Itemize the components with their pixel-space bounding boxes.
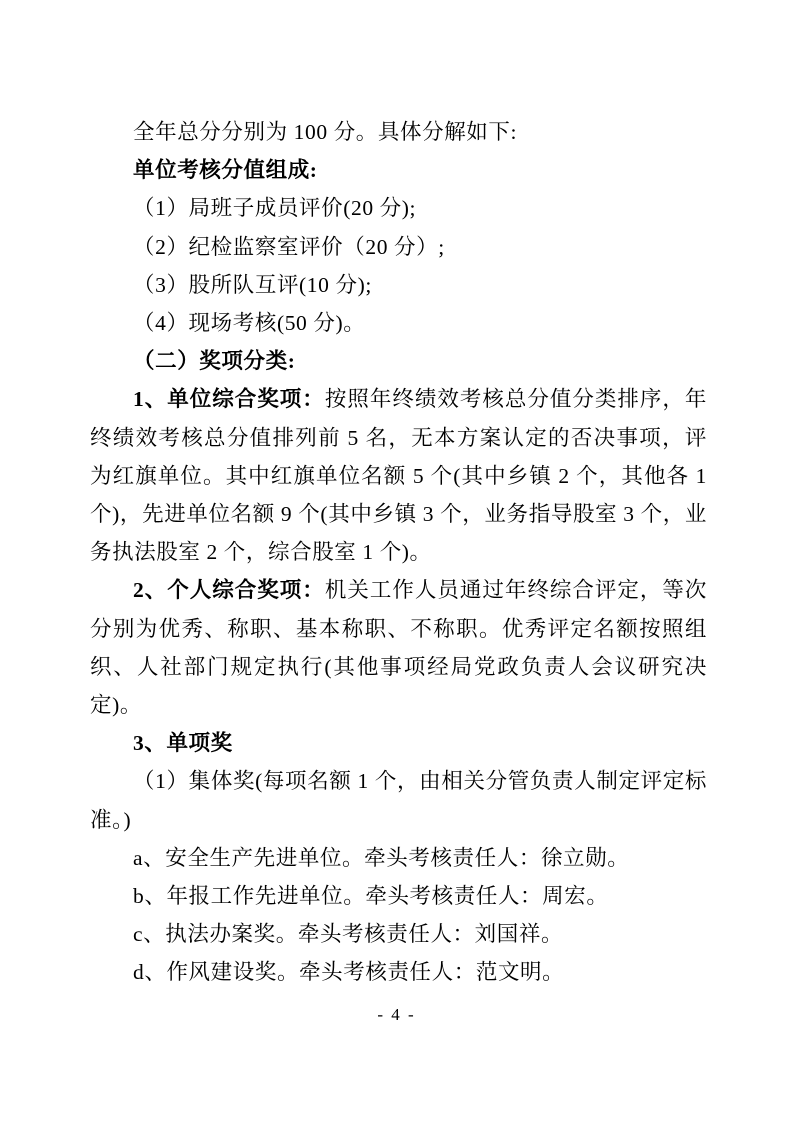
page-number: - 4 -: [377, 1005, 416, 1024]
heading-unit-score-composition: 单位考核分值组成:: [133, 158, 318, 183]
paragraph-collective-award-intro: （1）集体奖(每项名额 1 个，由相关分管负责人制定评定标准。): [90, 769, 707, 832]
personal-award-body: 机关工作人员通过年终综合评定，等次分别为优秀、称职、基本称职、不称职。优秀评定名额按照组织、人社部门规定执行(其他事项经局党政负责人会议研究决定)。: [90, 578, 708, 718]
paragraph-total-score: 全年总分分别为 100 分。具体分解如下:: [133, 120, 518, 144]
score-item-4: （4）现场考核(50 分)。: [133, 311, 366, 336]
paragraph-personal-comprehensive-award: [90, 571, 707, 724]
score-item-3: （3）股所队互评(10 分);: [133, 272, 372, 297]
score-item-1: （1）局班子成员评价(20 分);: [133, 196, 417, 221]
paragraph-unit-comprehensive-award: [90, 380, 707, 571]
score-item-2: （2）纪检监察室评价（20 分）;: [133, 234, 445, 259]
heading-single-award: 3、单项奖: [133, 731, 233, 756]
single-award-b: b、年报工作先进单位。牵头考核责任人：周宏。: [133, 884, 609, 909]
single-award-a: a、安全生产先进单位。牵头考核责任人：徐立勋。: [133, 845, 630, 870]
heading-award-classification: （二）奖项分类:: [133, 349, 296, 374]
personal-award-lead: 2、个人综合奖项：: [133, 578, 325, 603]
document-body: [90, 113, 707, 992]
single-award-d: d、作风建设奖。牵头考核责任人：范文明。: [133, 960, 565, 985]
unit-award-body: 按照年终绩效考核总分值分类排序，年终绩效考核总分值排列前 5 名，无本方案认定的否决事项，评为红旗单位。其中红旗单位名额 5 个(其中乡镇 2 个，其他各 1 个)，先进单位名额 9 个(其中乡镇 3 个，业务指导股室 3 个，业务执法股室 2 个，综合股室 1 个)。: [90, 387, 708, 565]
unit-award-lead: 1、单位综合奖项：: [133, 387, 325, 412]
single-award-c: c、执法办案奖。牵头考核责任人：刘国祥。: [133, 922, 564, 947]
